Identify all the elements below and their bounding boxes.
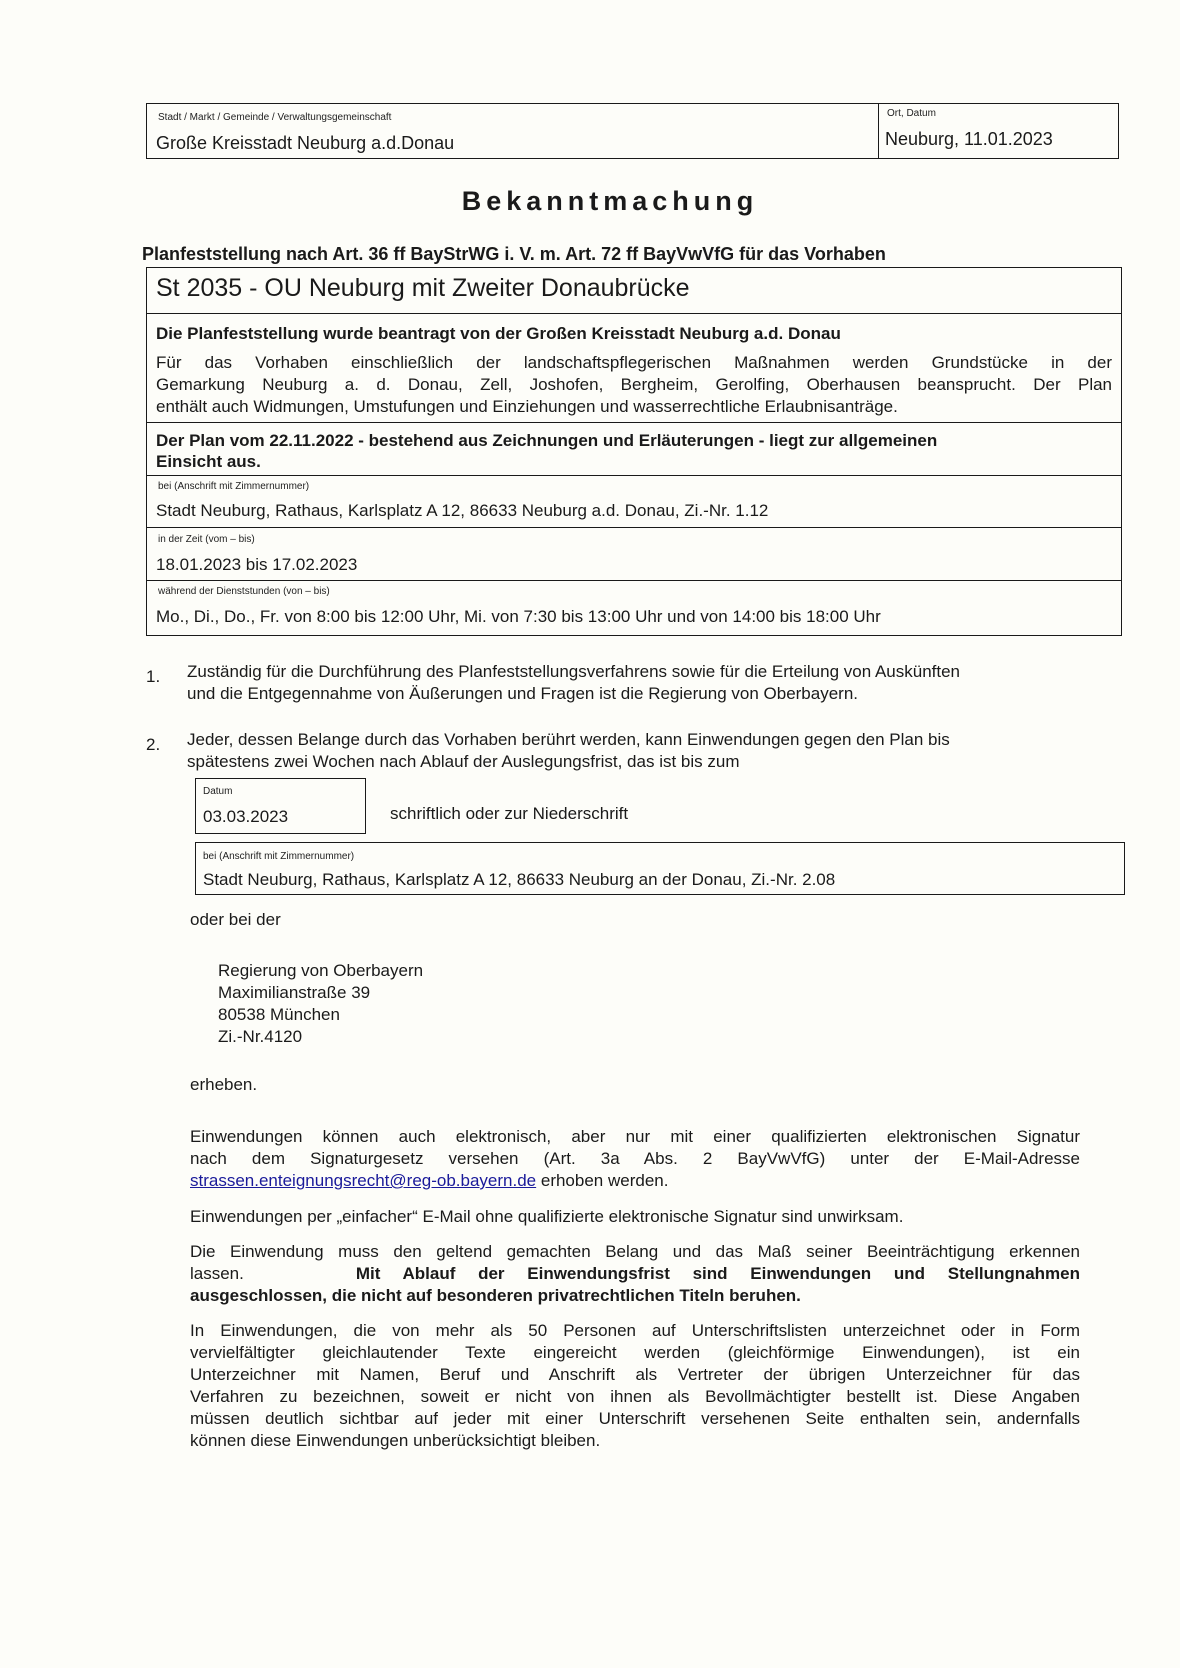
group-objections-line-6: können diese Einwendungen unberücksichtigt bleiben. (190, 1431, 601, 1450)
table-divider (146, 475, 1122, 476)
table-divider (146, 422, 1122, 423)
electronic-line-3 (190, 1170, 668, 1192)
objection-address-value: Stadt Neuburg, Rathaus, Karlsplatz A 12, 86633 Neuburg an der Donau, Zi.-Nr. 2.08 (203, 870, 836, 889)
item-1-line-2: und die Entgegennahme von Äußerungen und Fragen ist die Regierung von Oberbayern. (187, 684, 859, 703)
electronic-line-2: nach dem Signaturgesetz versehen (Art. 3a Abs. 2 BayVwVfG) unter der E-Mail-Adresse (190, 1149, 1080, 1168)
applicant-text: Die Planfeststellung wurde beantragt von der Großen Kreisstadt Neuburg a.d. Donau (156, 324, 841, 343)
raise-text: erheben. (190, 1075, 258, 1094)
period-label: in der Zeit (vom – bis) (158, 534, 255, 545)
plan-line-2: Einsicht aus. (156, 452, 261, 471)
simple-email-note: Einwendungen per „einfacher“ E-Mail ohne qualifizierte elektronische Signatur sind unwirksam. (190, 1207, 904, 1226)
item-2-line-2: spätestens zwei Wochen nach Ablauf der Auslegungsfrist, das ist bis zum (187, 752, 740, 771)
header-divider (878, 103, 879, 159)
electronic-line-3-suffix: erhoben werden. (536, 1171, 669, 1190)
deadline-date-label: Datum (203, 786, 233, 797)
authority-value: Große Kreisstadt Neuburg a.d.Donau (156, 133, 455, 153)
deadline-date-value: 03.03.2023 (203, 807, 289, 826)
table-divider (146, 527, 1122, 528)
or-text: oder bei der (190, 910, 281, 929)
group-objections-line-2: vervielfältigter gleichlautender Texte eingereicht werden (gleichförmige Einwendungen), ist ein (190, 1343, 1080, 1362)
table-divider (146, 313, 1122, 314)
place-date-label: Ort, Datum (887, 108, 936, 119)
description-line-1: Für das Vorhaben einschließlich der landschaftspflegerischen Maßnahmen werden Grundstücke in der (156, 353, 1112, 372)
gov-address-line-1: Regierung von Oberbayern (218, 961, 424, 980)
objection-line-2-bold: Mit Ablauf der Einwendungsfrist sind Einwendungen und Stellungnahmen (355, 1264, 1080, 1283)
item-1-number: 1. (146, 667, 161, 686)
group-objections-line-1: In Einwendungen, die von mehr als 50 Personen auf Unterschriftslisten unterzeichnet oder in Form (190, 1321, 1080, 1340)
gov-address-line-4: Zi.-Nr.4120 (218, 1027, 303, 1046)
group-objections-line-5: müssen deutlich sichtbar auf jeder mit einer Unterschrift versehenen Seite enthalten sein, andernfalls (190, 1409, 1080, 1428)
place-date-value: Neuburg, 11.01.2023 (885, 129, 1053, 149)
table-divider (146, 580, 1122, 581)
project-name: St 2035 - OU Neuburg mit Zweiter Donaubrücke (156, 274, 690, 302)
page-title: Bekanntmachung (461, 186, 759, 216)
electronic-line-1: Einwendungen können auch elektronisch, aber nur mit einer qualifizierten elektronischen Signatur (190, 1127, 1080, 1146)
hours-value: Mo., Di., Do., Fr. von 8:00 bis 12:00 Uhr, Mi. von 7:30 bis 13:00 Uhr und von 14:00 bis 18:00 Uhr (156, 607, 881, 626)
deadline-suffix: schriftlich oder zur Niederschrift (390, 804, 629, 823)
email-link[interactable]: strassen.enteignungsrecht@reg-ob.bayern.de (190, 1171, 537, 1190)
gov-address-line-3: 80538 München (218, 1005, 340, 1024)
authority-label: Stadt / Markt / Gemeinde / Verwaltungsgemeinschaft (158, 112, 392, 123)
description-line-3: enthält auch Widmungen, Umstufungen und Einziehungen und wasserrechtliche Erlaubnisanträge. (156, 397, 898, 416)
address-value: Stadt Neuburg, Rathaus, Karlsplatz A 12, 86633 Neuburg a.d. Donau, Zi.-Nr. 1.12 (156, 501, 769, 520)
description-line-2: Gemarkung Neuburg a. d. Donau, Zell, Joshofen, Bergheim, Gerolfing, Oberhausen beansprucht. Der Plan (156, 375, 1112, 394)
item-2-number: 2. (146, 735, 161, 754)
hours-label: während der Dienststunden (von – bis) (158, 586, 330, 597)
address-label: bei (Anschrift mit Zimmernummer) (158, 481, 310, 492)
item-1-line-1: Zuständig für die Durchführung des Planfeststellungsverfahrens sowie für die Erteilung von Auskünften (187, 662, 961, 681)
objection-line-2 (190, 1263, 1080, 1285)
plan-line-1: Der Plan vom 22.11.2022 - bestehend aus Zeichnungen und Erläuterungen - liegt zur allgemeinen (156, 431, 938, 450)
group-objections-line-4: Verfahren zu bezeichnen, soweit er nicht von ihnen als Bevollmächtigter bestellt ist. Diese Angaben (190, 1387, 1080, 1406)
objection-address-label: bei (Anschrift mit Zimmernummer) (203, 851, 355, 862)
objection-line-1: Die Einwendung muss den geltend gemachten Belang und das Maß seiner Beeinträchtigung erkennen (190, 1242, 1080, 1261)
objection-line-3: ausgeschlossen, die nicht auf besonderen privatrechtlichen Titeln beruhen. (190, 1286, 801, 1305)
subtitle: Planfeststellung nach Art. 36 ff BayStrWG i. V. m. Art. 72 ff BayVwVfG für das Vorhaben (142, 244, 886, 264)
period-value: 18.01.2023 bis 17.02.2023 (156, 555, 358, 574)
gov-address-line-2: Maximilianstraße 39 (218, 983, 371, 1002)
group-objections-line-3: Unterzeichner mit Namen, Beruf und Anschrift als Vertreter der übrigen Unterzeichner für das (190, 1365, 1080, 1384)
item-2-line-1: Jeder, dessen Belange durch das Vorhaben berührt werden, kann Einwendungen gegen den Plan bis (187, 730, 950, 749)
objection-line-2-plain: lassen. (190, 1264, 244, 1283)
